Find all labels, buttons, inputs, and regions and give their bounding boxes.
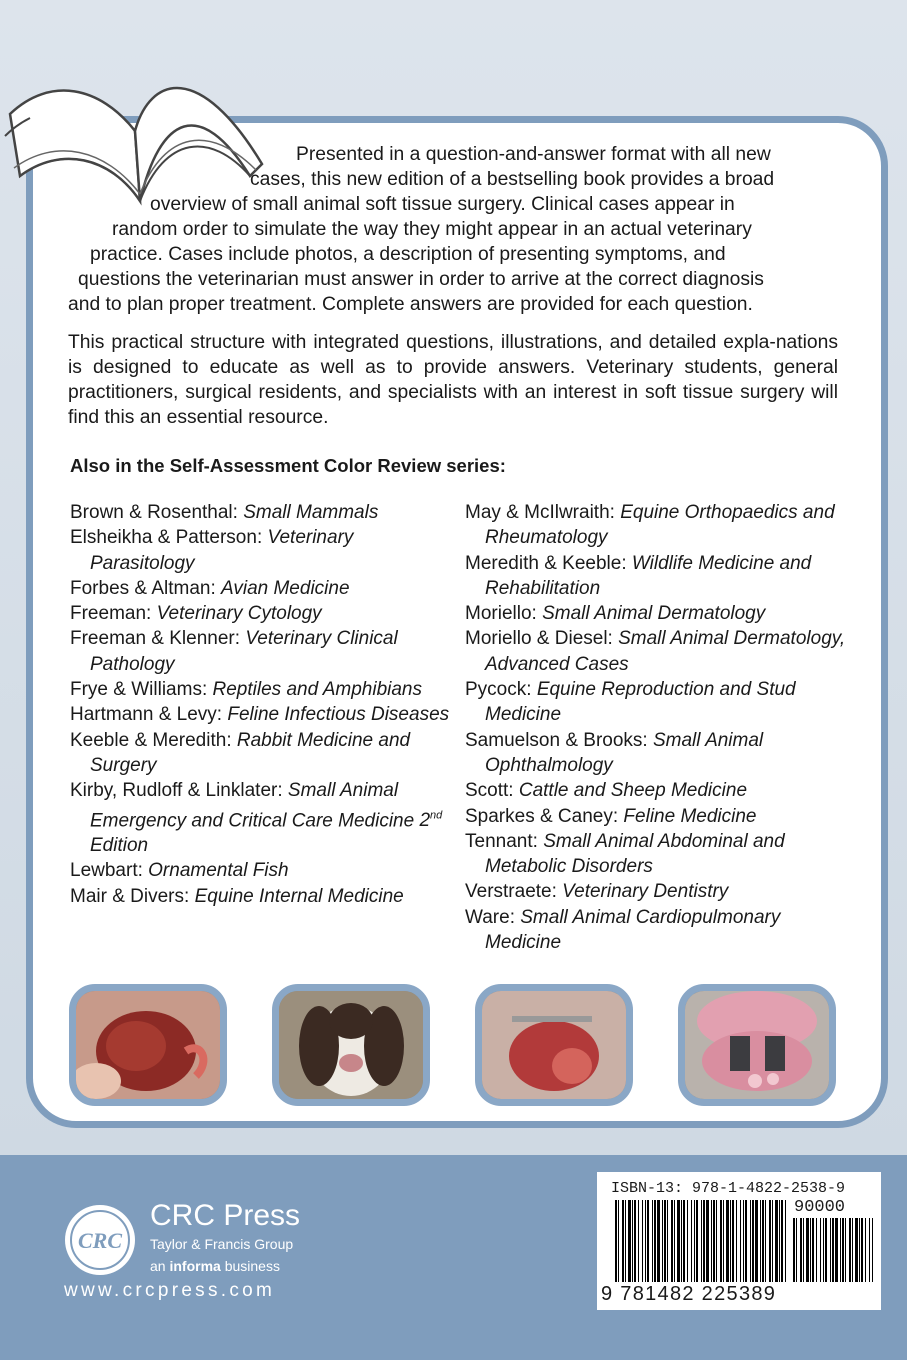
entry-author: Lewbart: (70, 860, 143, 882)
barcode-bar (769, 1200, 771, 1282)
series-entry (70, 728, 450, 779)
entry-title: Equine Orthopaedics and Rheumatology (485, 502, 835, 549)
barcode-bar (638, 1200, 639, 1282)
barcode-bar (832, 1218, 834, 1282)
barcode-bar (730, 1200, 731, 1282)
desc-line: and to plan proper treatment. Complete answers are provided for each question. (68, 294, 753, 315)
barcode-bar (645, 1200, 646, 1282)
barcode-bar (793, 1218, 795, 1282)
entry-title: Ornamental Fish (148, 860, 289, 882)
entry-title: Veterinary Dentistry (562, 881, 729, 903)
series-entry (465, 804, 850, 829)
barcode-bar (642, 1200, 643, 1282)
barcode-bar (775, 1200, 778, 1282)
barcode-bar (713, 1200, 715, 1282)
barcode-bar (800, 1218, 802, 1282)
entry-title: Small Animal Abdominal and Metabolic Disorders (485, 830, 785, 878)
description-paragraph-2: This practical structure with integrated questions, illustrations, and detailed expla-nations is designed to educate as well as to provide answers. Veterinary students, general practitioners, surgical residents, and specialists with an interest in soft tissue surgery will find this an essential resource. (68, 332, 838, 428)
entry-title: Small Animal Dermatology (542, 603, 766, 625)
barcode-bar (823, 1218, 824, 1282)
entry-author: Samuelson & Brooks: (465, 729, 648, 751)
series-entry (70, 601, 450, 626)
barcode-bar (820, 1218, 821, 1282)
series-entry (465, 551, 850, 602)
entry-title: Veterinary Clinical Pathology (90, 628, 398, 675)
entry-title: Equine Internal Medicine (194, 885, 404, 907)
desc-line: questions the veterinarian must answer in order to arrive at the correct diagnosis (78, 269, 764, 290)
entry-author: Scott: (465, 780, 514, 802)
barcode-bar (671, 1200, 673, 1282)
entry-author: May & McIlwraith: (465, 502, 615, 523)
barcode-bar (716, 1200, 717, 1282)
barcode-bar (835, 1218, 838, 1282)
series-entry (465, 500, 850, 551)
barcode-bar (872, 1218, 873, 1282)
barcode-bar (701, 1200, 702, 1282)
series-entry (70, 884, 450, 909)
dog-photo (272, 984, 430, 1106)
entry-author: Hartmann & Levy: (70, 704, 223, 726)
barcode-bar (634, 1200, 636, 1282)
barcode-bar (745, 1200, 747, 1282)
barcode-bar (861, 1218, 863, 1282)
entry-title: Feline Medicine (623, 805, 757, 827)
description-paragraph-1 (68, 142, 838, 317)
barcode-bar (706, 1200, 709, 1282)
entry-title: Small Animal Ophthalmology (485, 729, 764, 776)
barcode-bar (849, 1218, 851, 1282)
informa-prefix: an (150, 1258, 170, 1274)
barcode-box (597, 1172, 881, 1310)
barcode-bar (681, 1200, 682, 1282)
barcode-bar (723, 1200, 724, 1282)
barcode-bar (869, 1218, 870, 1282)
entry-author: Elsheikha & Patterson: (70, 527, 263, 549)
desc-line: practice. Cases include photos, a description of presenting symptoms, and (90, 244, 726, 265)
series-entry (465, 879, 850, 904)
series-entry (465, 728, 850, 779)
desc-line: cases, this new edition of a bestselling book provides a broad (250, 169, 775, 190)
barcode-bar (657, 1200, 660, 1282)
barcode-bar (654, 1200, 656, 1282)
informa-suffix: business (220, 1258, 280, 1274)
edition-superscript: nd (430, 809, 443, 822)
entry-author: Moriello: (465, 603, 537, 625)
barcode-bar (859, 1218, 860, 1282)
entry-title: Small Animal Dermatology, Advanced Cases (485, 628, 846, 675)
barcode-bar (691, 1200, 692, 1282)
tumor-photo (475, 984, 633, 1106)
entry-title: Equine Reproduction and Stud Medicine (485, 679, 796, 726)
entry-title: Veterinary Parasitology (90, 527, 354, 574)
barcode-bar (736, 1200, 737, 1282)
barcode-bar (830, 1218, 831, 1282)
desc-line: random order to simulate the way they might appear in an actual veterinary (112, 219, 752, 240)
barcode-bar (752, 1200, 754, 1282)
entry-title: Small Mammals (243, 502, 379, 523)
entry-author: Forbes & Altman: (70, 577, 216, 599)
barcode-bar (703, 1200, 705, 1282)
series-entry (465, 601, 850, 626)
barcode-bar (732, 1200, 734, 1282)
ean-barcode (615, 1200, 787, 1282)
barcode-bar (740, 1200, 741, 1282)
series-list-right (465, 500, 850, 955)
barcode-bar (781, 1200, 783, 1282)
entry-author: Meredith & Keeble: (465, 552, 627, 574)
entry-author: Ware: (465, 906, 515, 928)
barcode-bar (750, 1200, 751, 1282)
series-entry (465, 905, 850, 956)
entry-title: Reptiles and Amphibians (212, 679, 422, 701)
series-entry (465, 829, 850, 880)
barcode-bar (625, 1200, 626, 1282)
barcode-bar (755, 1200, 758, 1282)
barcode-bar (677, 1200, 680, 1282)
entry-author: Frye & Williams: (70, 679, 208, 701)
barcode-bar (652, 1200, 653, 1282)
oral-photo (678, 984, 836, 1106)
entry-author: Sparkes & Caney: (465, 805, 619, 827)
series-entry (70, 626, 450, 677)
barcode-bar (622, 1200, 624, 1282)
barcode-bar (779, 1200, 780, 1282)
entry-title: Wildlife Medicine and Rehabilitation (485, 552, 812, 599)
series-entry (70, 576, 450, 601)
barcode-bar (825, 1218, 827, 1282)
informa-bold: informa (169, 1258, 221, 1274)
surgery-photo (69, 984, 227, 1106)
barcode-bar (726, 1200, 729, 1282)
barcode-bar (667, 1200, 668, 1282)
entry-title: Cattle and Sheep Medicine (518, 780, 748, 802)
series-entry (70, 677, 450, 702)
barcode-bar (711, 1200, 712, 1282)
edition-number: 2 (419, 809, 431, 831)
barcode-bar (855, 1218, 858, 1282)
barcode-bar (762, 1200, 764, 1282)
barcode-bar (772, 1200, 773, 1282)
entry-author: Brown & Rosenthal: (70, 502, 238, 523)
barcode-bar (845, 1218, 846, 1282)
series-entry (70, 525, 450, 576)
barcode-bar (785, 1200, 786, 1282)
barcode-bar (812, 1218, 814, 1282)
series-entry (70, 778, 450, 858)
barcode-bar (796, 1218, 797, 1282)
barcode-bar (803, 1218, 804, 1282)
series-entry (465, 626, 850, 677)
logo-text: CRC (77, 1228, 123, 1253)
barcode-bar (683, 1200, 685, 1282)
entry-title: Feline Infectious Diseases (227, 704, 450, 726)
publisher-informa (150, 1258, 280, 1274)
desc-line: Presented in a question-and-answer format with all new (296, 144, 771, 165)
series-heading: Also in the Self-Assessment Color Review series: (70, 455, 506, 476)
barcode-bar (840, 1218, 841, 1282)
barcode-bar (743, 1200, 744, 1282)
entry-author: Moriello & Diesel: (465, 628, 613, 650)
entry-author: Kirby, Rudloff & Linklater: (70, 780, 283, 802)
publisher-website[interactable]: www.crcpress.com (64, 1280, 276, 1301)
series-entry (70, 702, 450, 727)
entry-author: Tennant: (465, 830, 538, 852)
barcode-bar (816, 1218, 817, 1282)
barcode-bar (720, 1200, 722, 1282)
publisher-name: CRC Press (150, 1199, 301, 1232)
barcode-bar (615, 1200, 617, 1282)
barcode-bar (628, 1200, 631, 1282)
barcode-bar (694, 1200, 695, 1282)
barcode-bar (618, 1200, 619, 1282)
crc-logo-icon (63, 1203, 137, 1277)
barcode-bar (662, 1200, 663, 1282)
addon-barcode (793, 1218, 873, 1282)
barcode-bar (765, 1200, 766, 1282)
barcode-bar (865, 1218, 866, 1282)
isbn-label: ISBN-13: 978-1-4822-2538-9 (611, 1180, 846, 1197)
entry-author: Keeble & Meredith: (70, 729, 232, 751)
barcode-bar (632, 1200, 633, 1282)
barcode-bar (696, 1200, 698, 1282)
series-entry (70, 500, 450, 525)
barcode-bar (806, 1218, 809, 1282)
entry-author: Freeman & Klenner: (70, 628, 241, 650)
entry-title: Small Animal Cardiopulmonary Medicine (485, 906, 781, 954)
entry-author: Verstraete: (465, 881, 557, 903)
barcode-bar (647, 1200, 649, 1282)
entry-title: Rabbit Medicine and Surgery (90, 729, 411, 776)
entry-title: Veterinary Cytology (156, 603, 322, 625)
publisher-group: Taylor & Francis Group (150, 1236, 294, 1252)
series-entry (70, 858, 450, 883)
entry-title: Avian Medicine (221, 577, 350, 599)
barcode-bar (664, 1200, 666, 1282)
series-entry (465, 677, 850, 728)
barcode-bar (687, 1200, 688, 1282)
barcode-bar (852, 1218, 853, 1282)
barcode-bar (842, 1218, 844, 1282)
entry-author: Freeman: (70, 603, 152, 625)
desc-line: overview of small animal soft tissue surgery. Clinical cases appear in (150, 194, 735, 215)
series-list-left (70, 500, 450, 909)
barcode-bar (760, 1200, 761, 1282)
entry-author: Pycock: (465, 679, 532, 701)
isbn-digits: 9 781482 225389 (601, 1283, 777, 1305)
barcode-bar (674, 1200, 675, 1282)
price-code: 90000 (794, 1198, 846, 1217)
photo-strip (0, 984, 907, 1109)
series-entry (465, 778, 850, 803)
barcode-bar (810, 1218, 811, 1282)
edition-label: Edition (90, 835, 149, 857)
entry-title: Small Animal Emergency and Critical Care Medicine (90, 780, 415, 831)
entry-author: Mair & Divers: (70, 885, 190, 907)
